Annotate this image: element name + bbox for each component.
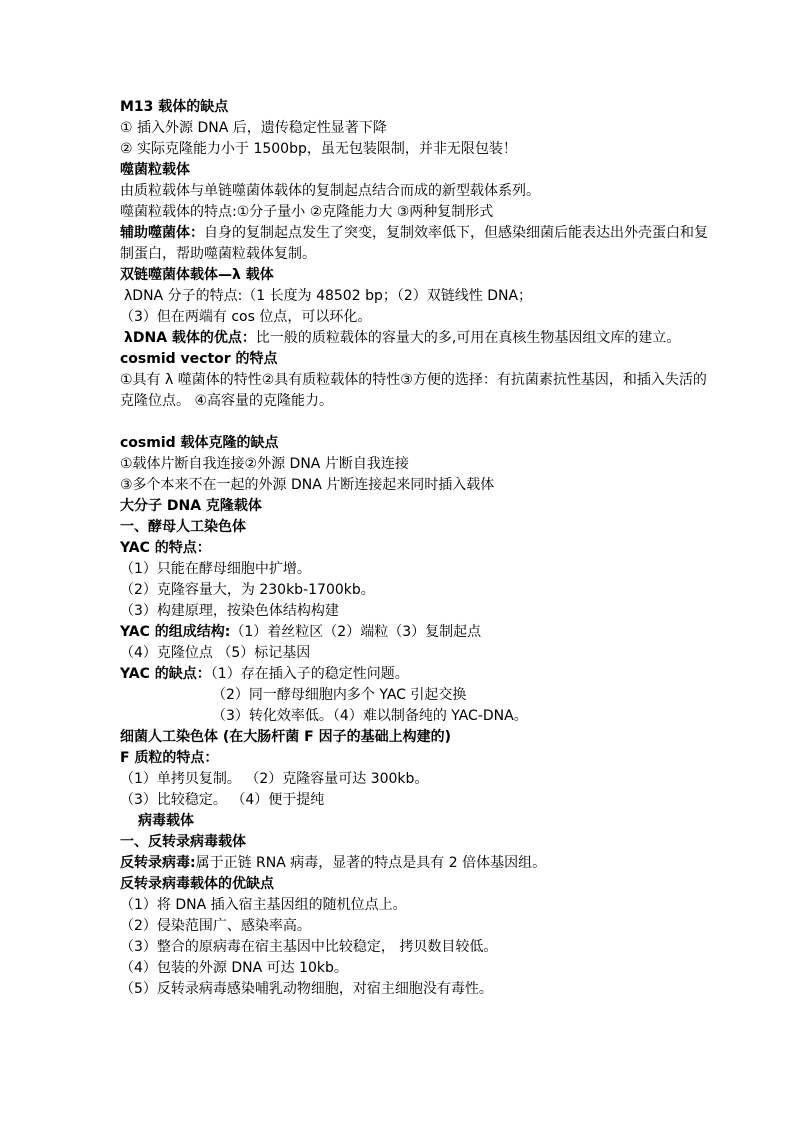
yac-composition — [120, 622, 720, 643]
yac-disadvantage-1: （1）存在插入子的稳定性问题。 — [210, 666, 409, 682]
yac-feature-3: （3）构建原理，按染色体结构构建 — [120, 603, 339, 619]
cosmid-features: ①具有 λ 噬菌体的特性②具有质粒载体的特性③方便的选择：有抗菌素抗性基因，和插入失活的克隆位点。 ④高容量的克隆能力。 — [120, 372, 707, 409]
cosmid-disadvantage-1: ①载体片断自我连接②外源 DNA 片断自我连接 — [120, 456, 409, 472]
helper-phage-text: 自身的复制起点发生了突变，复制效率低下，但感染细菌后能表达出外壳蛋白和复制蛋白，帮助噬菌粒载体复制。 — [120, 225, 708, 262]
phagemid-description: 由质粒载体与单链噬菌体载体的复制起点结合而成的新型载体系列。 — [120, 183, 540, 199]
lambda-advantage-paragraph — [120, 328, 720, 349]
yac-composition-1: （1）着丝粒区（2）端粒（3）复制起点 — [230, 624, 482, 640]
retrovirus-vector-heading: 一、反转录病毒载体 — [120, 834, 246, 850]
yac-disadvantage-2: （2）同一酵母细胞内多个 YAC 引起交换 — [212, 687, 467, 703]
helper-phage-label: 辅助噬菌体： — [120, 225, 204, 241]
large-dna-heading: 大分子 DNA 克隆载体 — [120, 498, 262, 514]
retrovirus-paragraph — [120, 853, 720, 874]
lambda-feature-1: λDNA 分子的特点:（1 长度为 48502 bp；（2）双链线性 DNA； — [124, 288, 533, 304]
phagemid-features: 噬菌粒载体的特点:①分子量小 ②克隆能力大 ③两种复制形式 — [120, 204, 494, 220]
yac-features-heading: YAC 的特点： — [120, 540, 211, 556]
retrovirus-advantage-1: （1）将 DNA 插入宿主基因组的随机位点上。 — [120, 897, 407, 913]
retrovirus-label: 反转录病毒: — [120, 855, 196, 871]
yac-feature-2: （2）克隆容量大，为 230kb-1700kb。 — [120, 582, 375, 598]
lambda-advantage-label: λDNA 载体的优点： — [124, 330, 256, 346]
bac-heading: 细菌人工染色体 (在大肠杆菌 F 因子的基础上构建的) — [120, 729, 451, 745]
f-plasmid-feature-1: （1）单拷贝复制。 （2）克隆容量可达 300kb。 — [120, 771, 429, 787]
lambda-heading: 双链噬菌体载体—λ 载体 — [120, 267, 274, 283]
yac-composition-2: （4）克隆位点 （5）标记基因 — [120, 645, 311, 661]
m13-point-2: ② 实际克隆能力小于 1500bp，虽无包装限制，并非无限包装！ — [120, 141, 517, 157]
f-plasmid-feature-2: （3）比较稳定。 （4）便于提纯 — [120, 792, 325, 808]
retrovirus-advantage-4: （4）包装的外源 DNA 可达 10kb。 — [120, 960, 348, 976]
helper-phage-paragraph — [120, 223, 720, 265]
retrovirus-advantage-5: （5）反转录病毒感染哺乳动物细胞，对宿主细胞没有毒性。 — [120, 981, 493, 997]
lambda-feature-2: （3）但在两端有 cos 位点，可以环化。 — [120, 309, 372, 325]
f-plasmid-heading: F 质粒的特点： — [120, 750, 219, 766]
phagemid-heading: 噬菌粒载体 — [120, 162, 190, 178]
yac-heading: 一、酵母人工染色体 — [120, 519, 246, 535]
cosmid-disadvantage-heading: cosmid 载体克隆的缺点 — [120, 435, 279, 451]
cosmid-heading: cosmid vector 的特点 — [120, 351, 278, 367]
yac-disadvantage-label: YAC 的缺点： — [120, 666, 211, 682]
retrovirus-text: 属于正链 RNA 病毒，显著的特点是具有 2 倍体基因组。 — [195, 855, 547, 871]
blank-line — [120, 412, 720, 433]
lambda-advantage-text: 比一般的质粒载体的容量大的多,可用在真核生物基因组文库的建立。 — [255, 330, 681, 346]
cosmid-disadvantage-2: ③多个本来不在一起的外源 DNA 片断连接起来同时插入载体 — [120, 477, 495, 493]
yac-disadvantages — [120, 664, 720, 685]
yac-feature-1: （1）只能在酵母细胞中扩增。 — [120, 561, 311, 577]
yac-composition-label: YAC 的组成结构: — [120, 624, 231, 640]
virus-vector-heading: 病毒载体 — [138, 813, 194, 829]
retrovirus-advantage-3: （3）整合的原病毒在宿主基因中比较稳定， 拷贝数目较低。 — [120, 939, 498, 955]
m13-heading: M13 载体的缺点 — [120, 99, 229, 115]
m13-point-1: ① 插入外源 DNA 后，遗传稳定性显著下降 — [120, 120, 387, 136]
document-body — [120, 97, 720, 1000]
retrovirus-advantage-2: （2）侵染范围广、感染率高。 — [120, 918, 311, 934]
yac-disadvantage-3: （3）转化效率低。（4）难以制备纯的 YAC-DNA。 — [212, 708, 528, 724]
retrovirus-advantage-heading: 反转录病毒载体的优缺点 — [120, 876, 274, 892]
